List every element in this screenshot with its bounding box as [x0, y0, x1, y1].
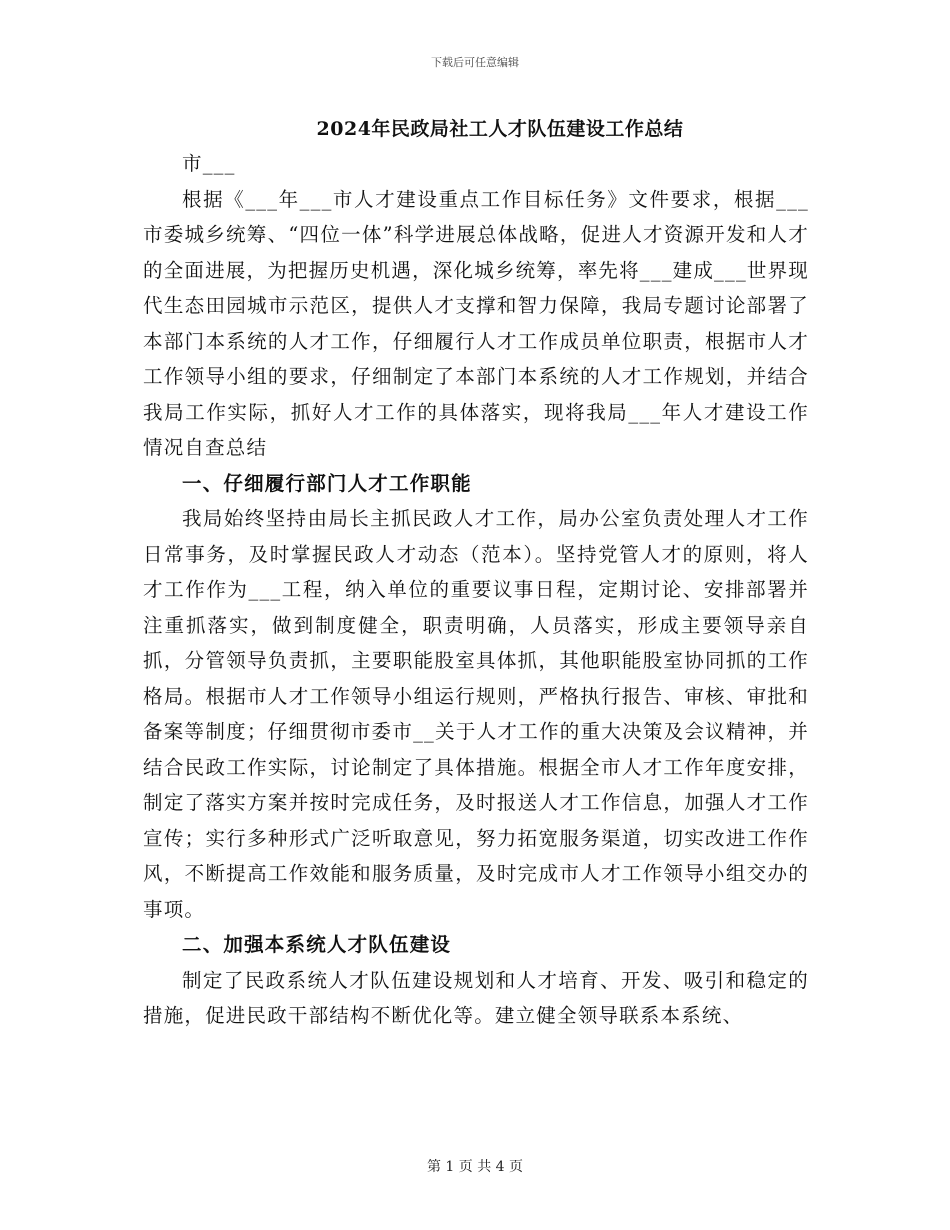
paragraph-recipient: 市___ — [182, 152, 236, 175]
header-note: 下载后可任意编辑 — [431, 56, 519, 69]
paragraph-section-1: 我局始终坚持由局长主抓民政人才工作，局办公室负责处理人才工作日常事务，及时掌握民政人才动态（范本）。坚持党管人才的原则，将人才工作作为___工程，纳入单位的重要议事日程，定期讨论、安排部署并注重抓落实，做到制度健全，职责明确，人员落实，形成主要领导亲自抓，分管领导负责抓，主要职能股室具体抓，其他职能股室协同抓的工作格局。根据市人才工作领导小组运行规则，严格执行报告、审核、审批和备案等制度；仔细贯彻市委市__关于人才工作的重大决策及会议精神，并结合民政工作实际，讨论制定了具体措施。根据全市人才工作年度安排，制定了落实方案并按时完成任务，及时报送人才工作信息，加强人才工作宣传；实行多种形式广泛听取意见，努力拓宽服务渠道，切实改进工作作风，不断提高工作效能和服务质量，及时完成市人才工作领导小组交办的事项。 — [143, 507, 809, 921]
paragraph-intro: 根据《___年___市人才建设重点工作目标任务》文件要求，根据___市委城乡统筹、“四位一体”科学进展总体战略，促进人才资源开发和人才的全面进展，为把握历史机遇，深化城乡统筹，率先将___建成___世界现代生态田园城市示范区，提供人才支撑和智力保障，我局专题讨论部署了本部门本系统的人才工作，仔细履行人才工作成员单位职责，根据市人才工作领导小组的要求，仔细制定了本部门本系统的人才工作规划，并结合我局工作实际，抓好人才工作的具体落实，现将我局___年人才建设工作情况自查总结 — [143, 187, 810, 459]
section-heading-2: 二、加强本系统人才队伍建设 — [182, 933, 452, 956]
section-heading-1: 一、仔细履行部门人才工作职能 — [182, 471, 472, 495]
document-title: 2024年民政局社工人才队伍建设工作总结 — [316, 118, 684, 140]
document-body — [143, 146, 809, 1034]
page-number-footer: 第 1 页 共 4 页 — [426, 1159, 524, 1175]
paragraph-section-2: 制定了民政系统人才队伍建设规划和人才培育、开发、吸引和稳定的措施，促进民政干部结构不断优化等。建立健全领导联系本系统、 — [143, 968, 809, 1027]
